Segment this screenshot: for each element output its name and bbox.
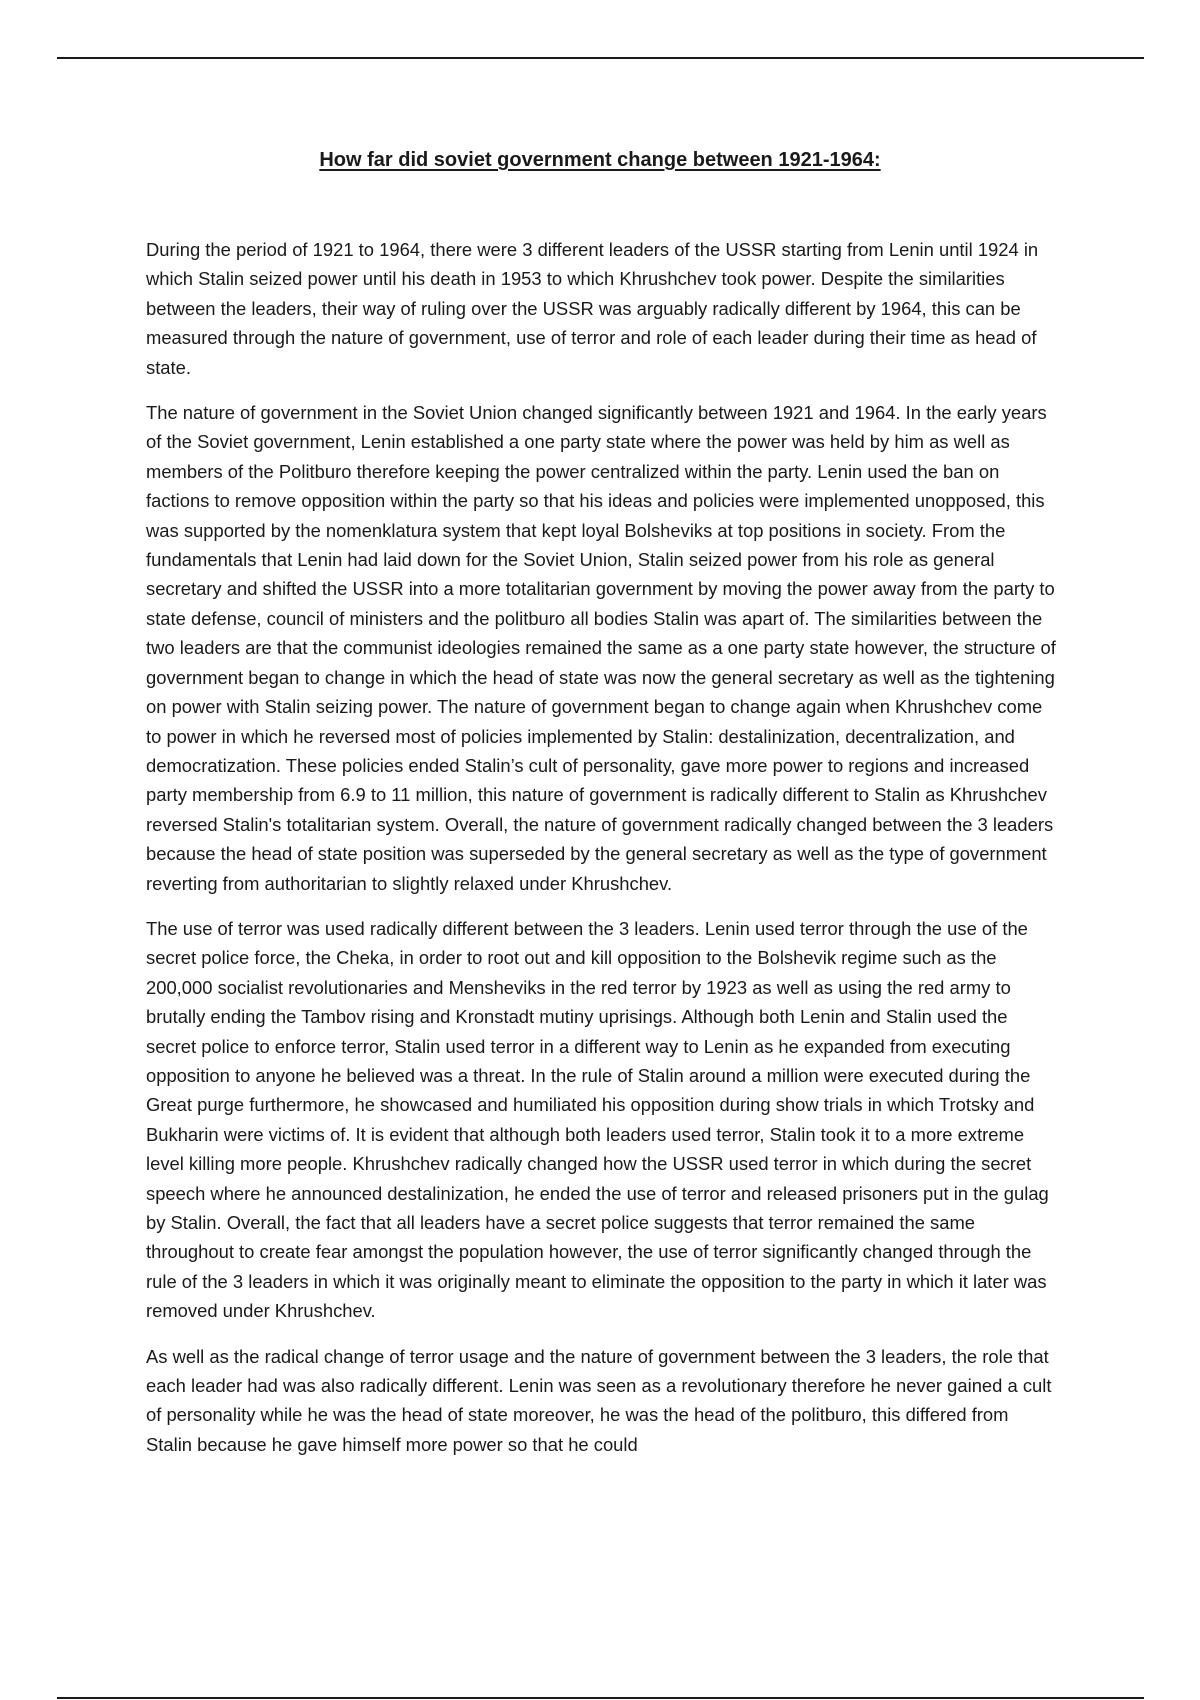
bottom-rule	[57, 1697, 1144, 1699]
paragraph-intro: During the period of 1921 to 1964, there were 3 different leaders of the USSR starting from Lenin until 1924 in which Stalin seized power until his death in 1953 to which Khrushchev took power. Despite the similarities between the leaders, their way of ruling over the USSR was arguably radically different by 1964, this can be measured through the nature of government, use of terror and role of each leader during their time as head of state.	[146, 239, 1039, 378]
paragraph-nature-of-government: The nature of government in the Soviet Union changed significantly between 1921 and 1964. In the early years of the Soviet government, Lenin established a one party state where the power was held by him as well as members of the Politburo therefore keeping the power centralized within the party. Lenin used the ban on factions to remove opposition within the party so that his ideas and policies were implemented unopposed, this was supported by the nomenklatura system that kept loyal Bolsheviks at top positions in society. From the fundamentals that Lenin had laid down for the Soviet Union, Stalin seized power from his role as general secretary and shifted the USSR into a more totalitarian government by moving the power away from the party to state defense, council of ministers and the politburo all bodies Stalin was apart of. The similarities between the two leaders are that the communist ideologies remained the same as a one party state however, the structure of government began to change in which the head of state was now the general secretary as well as the tightening on power with Stalin seizing power. The nature of government began to change again when Khrushchev come to power in which he reversed most of policies implemented by Stalin: destalinization, decentralization, and democratization. These policies ended Stalin’s cult of personality, gave more power to regions and increased party membership from 6.9 to 11 million, this nature of government is radically different to Stalin as Khrushchev reversed Stalin's totalitarian system. Overall, the nature of government radically changed between the 3 leaders because the head of state position was superseded by the general secretary as well as the type of government reverting from authoritarian to slightly relaxed under Khrushchev.	[146, 402, 1056, 894]
paragraph-role-of-leader: As well as the radical change of terror usage and the nature of government between the 3 leaders, the role that each leader had was also radically different. Lenin was seen as a revolutionary therefore he never gained a cult of personality while he was the head of state moreover, he was the head of the politburo, this differed from Stalin because he gave himself more power so that he could	[146, 1345, 1052, 1455]
paragraph-use-of-terror: The use of terror was used radically different between the 3 leaders. Lenin used terror through the use of the secret police force, the Cheka, in order to root out and kill opposition to the Bolshevik regime such as the 200,000 socialist revolutionaries and Mensheviks in the red terror by 1923 as well as using the red army to brutally ending the Tambov rising and Kronstadt mutiny uprisings. Although both Lenin and Stalin used the secret police to enforce terror, Stalin used terror in a different way to Lenin as he expanded from executing opposition to anyone he believed was a threat. In the rule of Stalin around a million were executed during the Great purge furthermore, he showcased and humiliated his opposition during show trials in which Trotsky and Bukharin were victims of. It is evident that although both leaders used terror, Stalin took it to a more extreme level killing more people. Khrushchev radically changed how the USSR used terror in which during the secret speech where he announced destalinization, he ended the use of terror and released prisoners put in the gulag by Stalin. Overall, the fact that all leaders have a secret police suggests that terror remained the same throughout to create fear amongst the population however, the use of terror significantly changed through the rule of the 3 leaders in which it was originally meant to eliminate the opposition to the party in which it later was removed under Khrushchev.	[146, 917, 1049, 1322]
document-title	[0, 147, 1200, 173]
document-body	[146, 235, 1056, 1475]
top-rule	[57, 57, 1144, 59]
document-title-text: How far did soviet government change between 1921-1964:	[319, 149, 881, 171]
